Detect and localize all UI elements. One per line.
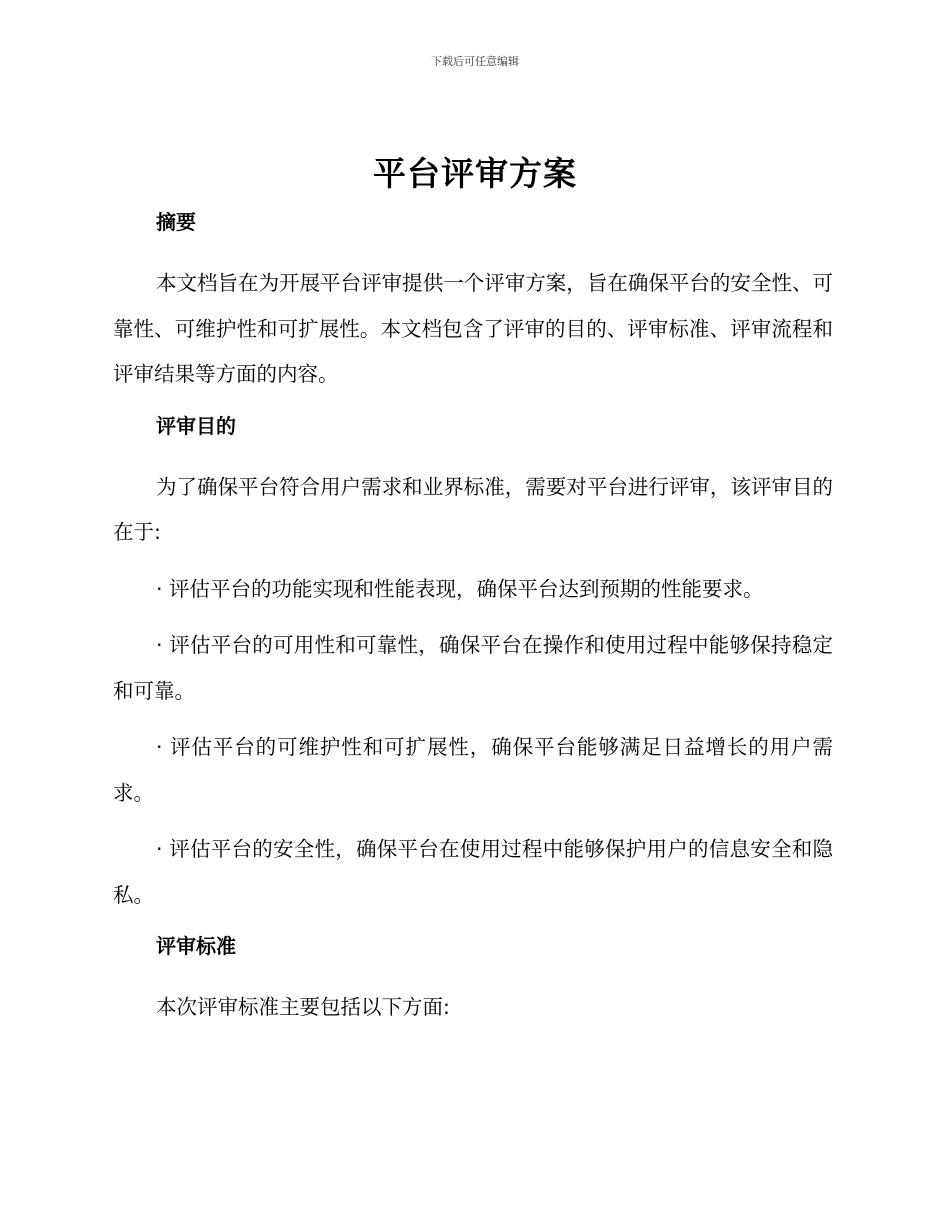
purpose-bullet-item: · 评估平台的功能实现和性能表现，确保平台达到预期的性能要求。 <box>156 576 764 601</box>
section-heading-purpose: 评审目的 <box>156 413 236 438</box>
section-heading-abstract: 摘要 <box>156 210 196 234</box>
document-body <box>113 205 833 1031</box>
abstract-paragraph: 本文档旨在为开展平台评审提供一个评审方案，旨在确保平台的安全性、可靠性、可维护性和可扩展性。本文档包含了评审的目的、评审标准、评审流程和评审结果等方面的内容。 <box>113 271 833 386</box>
purpose-intro-paragraph: 为了确保平台符合用户需求和业界标准，需要对平台进行评审，该评审目的在于: <box>113 474 833 544</box>
criteria-intro-paragraph: 本次评审标准主要包括以下方面: <box>156 995 450 1019</box>
document-title: 平台评审方案 <box>373 154 577 193</box>
purpose-bullet-item: · 评估平台的可用性和可靠性，确保平台在操作和使用过程中能够保持稳定和可靠。 <box>113 633 833 703</box>
header-note: 下载后可任意编辑 <box>431 55 519 68</box>
purpose-bullet-item: · 评估平台的安全性，确保平台在使用过程中能够保护用户的信息安全和隐私。 <box>113 837 833 907</box>
purpose-bullet-item: · 评估平台的可维护性和可扩展性，确保平台能够满足日益增长的用户需求。 <box>113 735 833 805</box>
section-heading-criteria: 评审标准 <box>156 934 236 958</box>
